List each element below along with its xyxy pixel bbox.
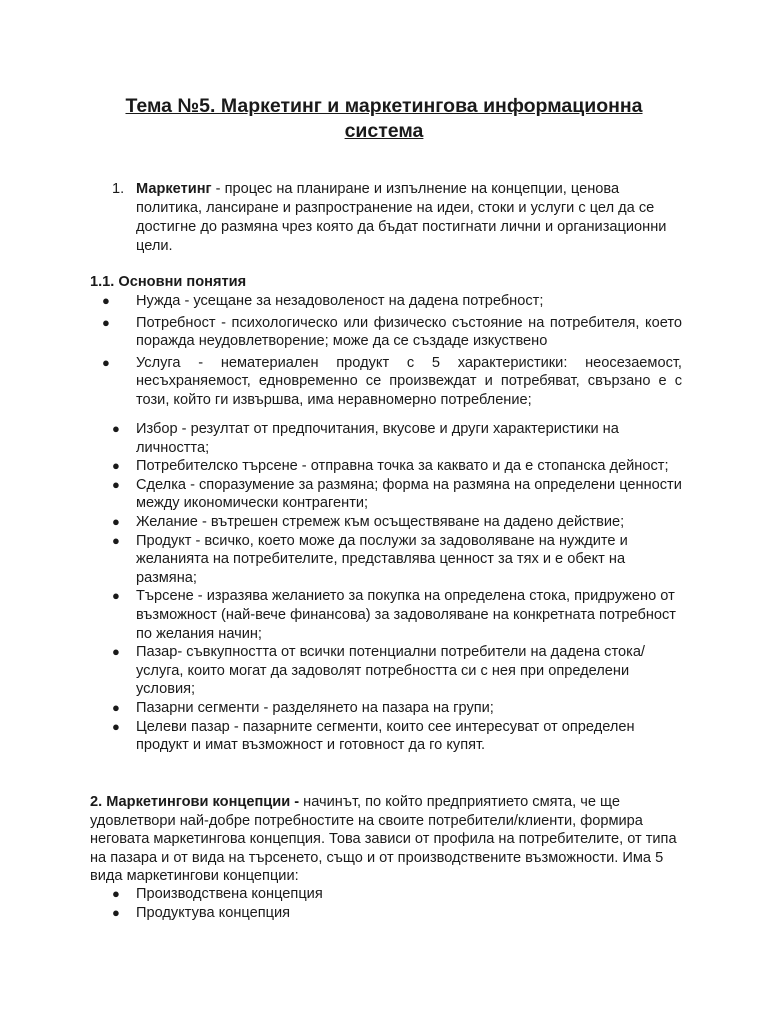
list-item — [112, 513, 682, 532]
numbered-item-marketing — [112, 180, 672, 256]
section-heading-marketing-concepts: 2. Маркетингови концепции - — [90, 794, 300, 810]
list-item-text: Продукт - всичко, което може да послужи за задоволяване на нуждите и желанията на потребителите, представлява ценност за тях и е обект на размяна; — [136, 532, 628, 586]
list-item — [112, 643, 682, 699]
list-item-text: Избор - резултат от предпочитания, вкусове и други характеристики на личността; — [136, 421, 619, 456]
list-item-text: Целеви пазар - пазарните сегменти, които сее интересуват от определен продукт и имат възможност и готовност да го купят. — [136, 718, 635, 754]
bullet-icon: ● — [102, 293, 110, 308]
list-item-text: Нужда - усещане за незадоволеност на дадена потребност; — [136, 293, 544, 309]
page-title: Тема №5. Маркетинг и маркетингова информационна система — [125, 95, 643, 142]
bullet-icon: ● — [112, 886, 120, 901]
list-number: 1. — [112, 181, 125, 197]
list-item-text: Производствена концепция — [136, 886, 323, 902]
bullet-icon: ● — [112, 699, 120, 715]
list-item-text: Потребност - психологическо или физическо състояние на потребителя, което поражда неудовлетворение; може да се създаде изкуствено — [136, 314, 682, 350]
bullet-icon: ● — [112, 588, 120, 604]
list-item-text: Услуга - нематериален продукт с 5 характеристики: неосезаемост, несъхраняемост, едновременно се произвеждат и потребяват, свързано е с този, който ги извършва, има неравномерно потребление; — [136, 354, 682, 408]
bullet-icon: ● — [112, 644, 120, 660]
list-item — [112, 699, 682, 718]
bullet-icon: ● — [112, 513, 120, 529]
list-item — [102, 314, 682, 351]
paragraph-text: начинът, по който предприятието смята, че ще удовлетвори най-добре потребностите на своите потребители/клиенти, формира неговата маркетингова концепция. Това зависи от профила на потребителите, от типа на пазара и от вида на търсенето, също и от производствените възможности. Има 5 вида маркетингови концепции: — [90, 794, 677, 885]
concepts-list-b — [112, 420, 682, 755]
list-item-text: Желание - вътрешен стремеж към осъществяване на дадено действие; — [136, 513, 625, 530]
list-item — [112, 532, 682, 588]
list-item — [112, 904, 682, 923]
marketing-definition — [136, 180, 672, 256]
list-item — [102, 292, 682, 311]
list-item — [112, 718, 682, 755]
concepts-types-list — [112, 885, 682, 922]
list-item-text: Сделка - споразумение за размяна; форма на размяна на определени ценности между икономически контрагенти; — [136, 476, 682, 512]
term-marketing: Маркетинг — [136, 181, 212, 197]
list-item-text: Търсене - изразява желанието за покупка на определена стока, придружено от възможност (най-вече финансова) за задоволяване на конкретната потребност по желания начин; — [136, 588, 676, 642]
bullet-icon: ● — [112, 718, 120, 734]
bullet-icon: ● — [112, 904, 120, 920]
list-item-text: Потребителско търсене - отправна точка за каквато и да е стопанска дейност; — [136, 458, 669, 475]
list-item-text: Пазарни сегменти - разделянето на пазара на групи; — [136, 699, 494, 716]
marketing-concepts-paragraph — [90, 793, 680, 886]
list-item-text: Продуктува концепция — [136, 904, 291, 921]
bullet-icon: ● — [102, 314, 110, 330]
bullet-icon: ● — [112, 421, 120, 436]
list-item — [112, 457, 682, 476]
list-item-text: Пазар- съвкупността от всички потенциални потребители на дадена стока/услуга, които могат да задоволят потребността си с нея при определени условия; — [136, 644, 645, 698]
concepts-list-a — [102, 292, 682, 410]
list-item — [112, 885, 682, 904]
bullet-icon: ● — [112, 458, 120, 474]
list-item — [112, 476, 682, 513]
definition-text: - процес на планиране и изпълнение на концепции, ценова политика, лансиране и разпространение на идеи, стоки и услуги с цел да се достигне до размяна чрез която да бъдат постигнати лични и организационни цели. — [136, 181, 667, 254]
bullet-icon: ● — [102, 354, 110, 370]
list-item — [112, 587, 682, 643]
section-heading-basic-concepts: 1.1. Основни понятия — [90, 274, 247, 290]
bullet-icon: ● — [112, 532, 120, 548]
list-item — [102, 354, 682, 410]
list-item — [112, 420, 682, 457]
bullet-icon: ● — [112, 476, 120, 492]
